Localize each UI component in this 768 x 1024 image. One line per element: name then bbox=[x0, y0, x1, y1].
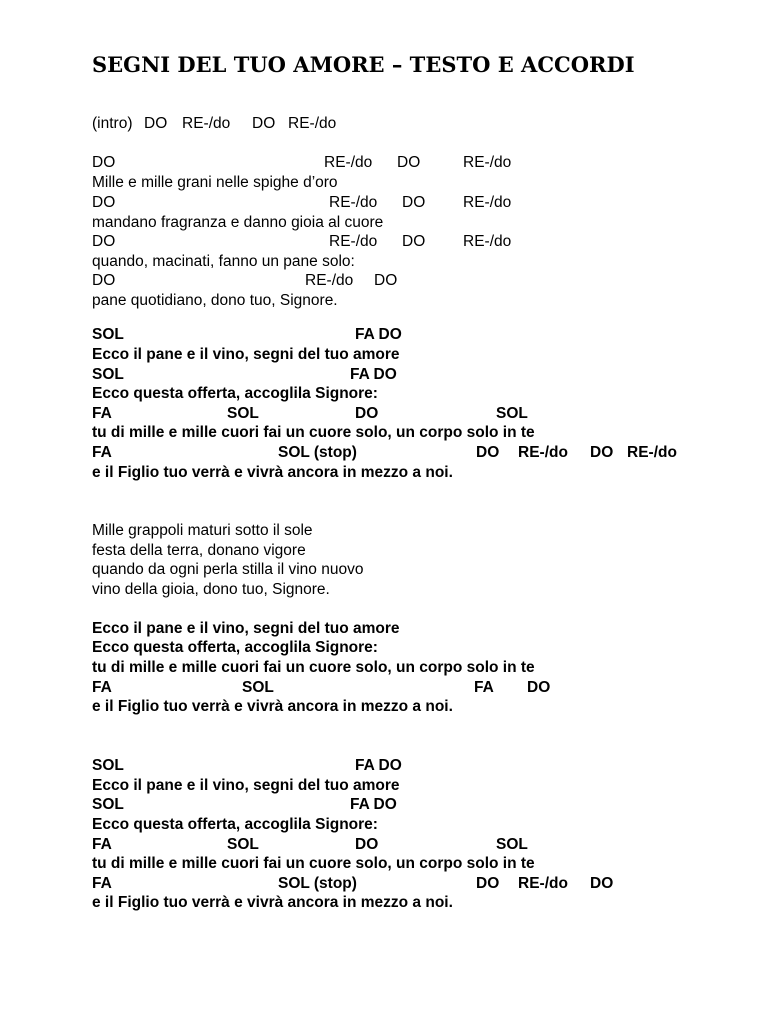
chord: SOL bbox=[242, 679, 274, 696]
chord: SOL bbox=[92, 326, 124, 343]
chord: RE-/do bbox=[463, 233, 512, 250]
chord: DO bbox=[355, 836, 379, 853]
chord: RE-/do bbox=[329, 233, 378, 250]
chord: DO bbox=[590, 444, 614, 461]
chord-line bbox=[92, 678, 752, 698]
chord: RE-/do bbox=[288, 115, 337, 132]
lyric-line: festa della terra, donano vigore bbox=[92, 542, 306, 559]
chord-line bbox=[92, 756, 752, 776]
chord: DO bbox=[402, 194, 426, 211]
chord: DO bbox=[144, 115, 168, 132]
chord: DO bbox=[92, 194, 116, 211]
lyric-line: mandano fragranza e danno gioia al cuore bbox=[92, 214, 384, 231]
lyric-line: Ecco il pane e il vino, segni del tuo amore bbox=[92, 620, 400, 637]
lyric-line: Mille e mille grani nelle spighe d’oro bbox=[92, 174, 338, 191]
chord-line bbox=[92, 404, 752, 424]
chord: FA DO bbox=[350, 796, 397, 813]
chord: SOL bbox=[92, 796, 124, 813]
chord: FA DO bbox=[355, 757, 402, 774]
chord: SOL bbox=[227, 836, 259, 853]
chord: DO bbox=[374, 272, 398, 289]
chord: FA bbox=[92, 836, 112, 853]
chord-line bbox=[92, 153, 752, 173]
chord: DO bbox=[355, 405, 379, 422]
lyric-line: Ecco questa offerta, accoglila Signore: bbox=[92, 816, 378, 833]
chord: RE-/do bbox=[518, 444, 568, 461]
lyric-line: tu di mille e mille cuori fai un cuore solo, un corpo solo in te bbox=[92, 855, 535, 872]
chord-line bbox=[92, 365, 752, 385]
chord: SOL bbox=[227, 405, 259, 422]
chord: DO bbox=[397, 154, 421, 171]
lyric-line: quando, macinati, fanno un pane solo: bbox=[92, 253, 355, 270]
lyric-line: Ecco il pane e il vino, segni del tuo amore bbox=[92, 346, 400, 363]
chord: RE-/do bbox=[518, 875, 568, 892]
chord: RE-/do bbox=[627, 444, 677, 461]
chord-line bbox=[92, 193, 752, 213]
lyric-line: vino della gioia, dono tuo, Signore. bbox=[92, 581, 330, 598]
chord: DO bbox=[402, 233, 426, 250]
chord: DO bbox=[527, 679, 551, 696]
lyric-line: Ecco questa offerta, accoglila Signore: bbox=[92, 639, 378, 656]
chord: SOL bbox=[496, 405, 528, 422]
chord-line bbox=[92, 325, 752, 345]
chord: RE-/do bbox=[329, 194, 378, 211]
page-title: SEGNI DEL TUO AMORE – TESTO E ACCORDI bbox=[92, 52, 635, 77]
lyric-line: tu di mille e mille cuori fai un cuore solo, un corpo solo in te bbox=[92, 659, 535, 676]
chord: DO bbox=[252, 115, 276, 132]
lyric-line: quando da ogni perla stilla il vino nuovo bbox=[92, 561, 364, 578]
chord: FA bbox=[92, 444, 112, 461]
lyric-line: e il Figlio tuo verrà e vivrà ancora in mezzo a noi. bbox=[92, 464, 453, 481]
chord: FA bbox=[474, 679, 494, 696]
chord: FA bbox=[92, 405, 112, 422]
chord: RE-/do bbox=[324, 154, 373, 171]
chord: DO bbox=[92, 272, 116, 289]
chord: DO bbox=[590, 875, 614, 892]
chord-line bbox=[92, 443, 752, 463]
chord: RE-/do bbox=[463, 154, 512, 171]
chord: SOL bbox=[92, 757, 124, 774]
chord: FA bbox=[92, 679, 112, 696]
chord: RE-/do bbox=[305, 272, 354, 289]
chord: DO bbox=[476, 875, 500, 892]
chord-line bbox=[92, 835, 752, 855]
lyric-line: tu di mille e mille cuori fai un cuore solo, un corpo solo in te bbox=[92, 424, 535, 441]
chord-line bbox=[92, 874, 752, 894]
chord: RE-/do bbox=[463, 194, 512, 211]
chord: SOL bbox=[92, 366, 124, 383]
chord: DO bbox=[92, 154, 116, 171]
chord: RE-/do bbox=[182, 115, 231, 132]
chord: SOL bbox=[496, 836, 528, 853]
chord: FA DO bbox=[355, 326, 402, 343]
intro-label: (intro) bbox=[92, 115, 133, 132]
chord: DO bbox=[92, 233, 116, 250]
chord: SOL (stop) bbox=[278, 875, 357, 892]
chord: FA bbox=[92, 875, 112, 892]
chord: SOL (stop) bbox=[278, 444, 357, 461]
chord: DO bbox=[476, 444, 500, 461]
lyric-line: Ecco il pane e il vino, segni del tuo amore bbox=[92, 777, 400, 794]
chord-line bbox=[92, 795, 752, 815]
chord: FA DO bbox=[350, 366, 397, 383]
chord-line bbox=[92, 232, 752, 252]
lyric-line: e il Figlio tuo verrà e vivrà ancora in mezzo a noi. bbox=[92, 698, 453, 715]
chord-line bbox=[92, 271, 752, 291]
lyric-line: pane quotidiano, dono tuo, Signore. bbox=[92, 292, 338, 309]
lyric-line: Mille grappoli maturi sotto il sole bbox=[92, 522, 313, 539]
lyric-line: e il Figlio tuo verrà e vivrà ancora in mezzo a noi. bbox=[92, 894, 453, 911]
lyric-line: Ecco questa offerta, accoglila Signore: bbox=[92, 385, 378, 402]
intro-line bbox=[92, 114, 752, 134]
